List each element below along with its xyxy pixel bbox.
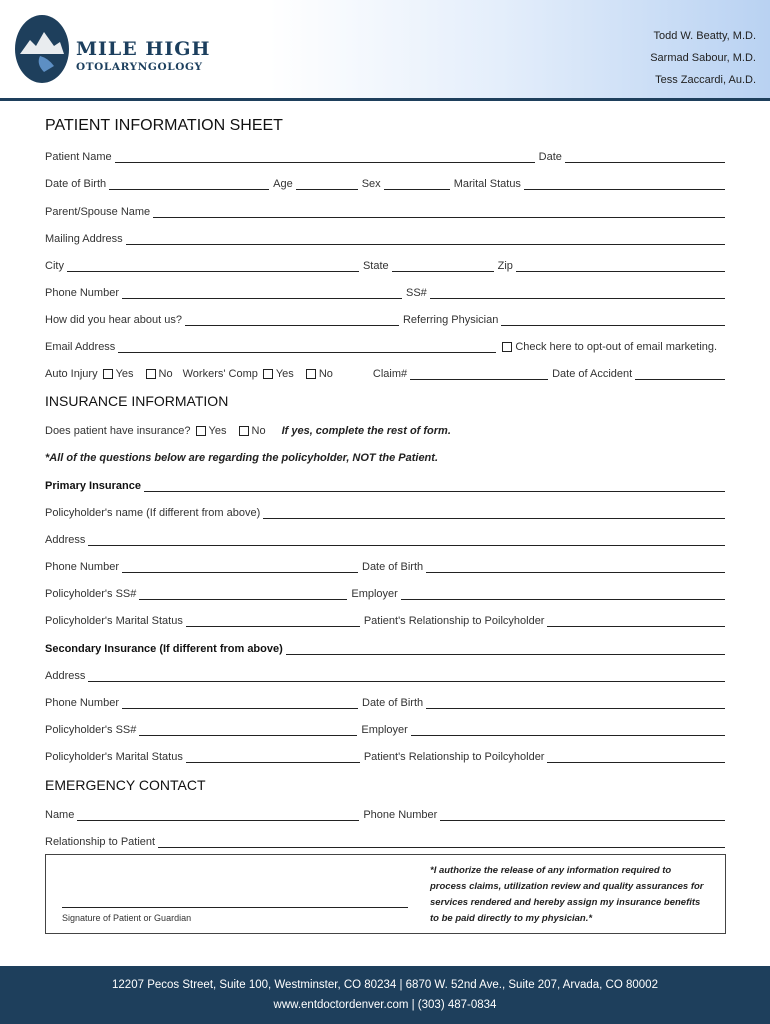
date-label: Date — [538, 151, 562, 163]
mailing-address-label: Mailing Address — [45, 233, 123, 245]
marital-status-label: Marital Status — [453, 178, 521, 190]
secondary-relationship-field[interactable] — [547, 751, 725, 763]
zip-label: Zip — [497, 260, 513, 272]
logo-subtitle: OTOLARYNGOLOGY — [76, 61, 203, 73]
row-primary-address — [45, 530, 725, 546]
primary-ssn-label: Policyholder's SS# — [45, 588, 137, 600]
signature-field[interactable] — [62, 907, 408, 908]
policyholder-note: *All of the questions below are regarding the policyholder, NOT the Patient. — [45, 452, 438, 464]
email-label: Email Address — [45, 341, 116, 353]
row-primary-ssn — [45, 584, 725, 600]
signature-box — [45, 854, 726, 934]
row-dob — [45, 174, 725, 190]
header-divider — [0, 98, 770, 101]
has-insurance-no-label: No — [251, 425, 266, 437]
mountain-head-logo-icon — [14, 14, 70, 84]
row-primary-phone — [45, 557, 725, 573]
row-phone — [45, 283, 725, 299]
parent-spouse-field[interactable] — [153, 206, 725, 218]
doctor-name: Sarmad Sabour, M.D. — [650, 52, 756, 64]
has-insurance-label: Does patient have insurance? — [45, 425, 191, 437]
insurance-section-title: INSURANCE INFORMATION — [45, 393, 229, 409]
primary-relationship-field[interactable] — [547, 615, 725, 627]
auto-injury-yes-label: Yes — [115, 368, 134, 380]
primary-insurance-field[interactable] — [144, 480, 725, 492]
ssn-field[interactable] — [430, 287, 725, 299]
primary-ssn-field[interactable] — [139, 588, 347, 600]
workers-comp-no-label: No — [318, 368, 333, 380]
phone-field[interactable] — [122, 287, 402, 299]
primary-employer-field[interactable] — [401, 588, 725, 600]
ssn-label: SS# — [406, 287, 427, 299]
primary-phone-field[interactable] — [122, 561, 358, 573]
row-email — [45, 337, 725, 353]
primary-policyholder-name-field[interactable] — [263, 507, 725, 519]
patient-section-title: PATIENT INFORMATION SHEET — [45, 117, 283, 134]
secondary-address-label: Address — [45, 670, 86, 682]
primary-dob-label: Date of Birth — [362, 561, 424, 573]
doctor-name: Todd W. Beatty, M.D. — [653, 30, 756, 42]
workers-comp-yes-checkbox[interactable] — [263, 369, 273, 379]
accident-date-label: Date of Accident — [552, 368, 633, 380]
secondary-dob-field[interactable] — [426, 697, 725, 709]
parent-spouse-label: Parent/Spouse Name — [45, 206, 151, 218]
auto-injury-label: Auto Injury — [45, 368, 98, 380]
primary-insurance-label: Primary Insurance — [45, 480, 141, 492]
claim-field[interactable] — [410, 368, 548, 380]
emergency-phone-label: Phone Number — [363, 809, 438, 821]
age-label: Age — [273, 178, 293, 190]
footer-addresses: 12207 Pecos Street, Suite 100, Westminster, CO 80234 | 6870 W. 52nd Ave., Suite 207, Arvada, CO 80002 — [112, 979, 658, 991]
state-field[interactable] — [392, 260, 494, 272]
emergency-relationship-label: Relationship to Patient — [45, 836, 156, 848]
mailing-address-field[interactable] — [126, 233, 725, 245]
secondary-dob-label: Date of Birth — [362, 697, 424, 709]
page-header — [0, 0, 770, 100]
signature-label: Signature of Patient or Guardian — [62, 913, 192, 923]
claim-label: Claim# — [372, 368, 408, 380]
phone-label: Phone Number — [45, 287, 119, 299]
date-field[interactable] — [565, 151, 725, 163]
if-yes-note: If yes, complete the rest of form. — [281, 425, 451, 437]
secondary-phone-field[interactable] — [122, 697, 358, 709]
state-label: State — [362, 260, 389, 272]
row-emergency-relationship — [45, 832, 725, 848]
dob-label: Date of Birth — [45, 178, 107, 190]
email-field[interactable] — [118, 341, 496, 353]
footer-contact: www.entdoctordenver.com | (303) 487-0834 — [273, 999, 497, 1011]
marital-status-field[interactable] — [524, 178, 725, 190]
has-insurance-no-checkbox[interactable] — [239, 426, 249, 436]
age-field[interactable] — [296, 178, 358, 190]
row-secondary-marital — [45, 747, 725, 763]
email-opt-out-label: Check here to opt-out of email marketing. — [515, 341, 718, 353]
heard-about-label: How did you hear about us? — [45, 314, 182, 326]
row-secondary-phone — [45, 693, 725, 709]
zip-field[interactable] — [516, 260, 725, 272]
row-primary-marital — [45, 611, 725, 627]
auto-injury-no-label: No — [158, 368, 173, 380]
authorization-statement: *I authorize the release of any information required to process claims, utilization review and quality assurances for services rendered and hereby assign my insurance benefits to be paid directly to my physician.* — [430, 865, 704, 924]
city-field[interactable] — [67, 260, 359, 272]
primary-address-label: Address — [45, 534, 86, 546]
primary-marital-field[interactable] — [186, 615, 360, 627]
patient-name-field[interactable] — [115, 151, 535, 163]
row-heard-about — [45, 310, 725, 326]
referring-physician-label: Referring Physician — [402, 314, 499, 326]
email-opt-out-checkbox[interactable] — [502, 342, 512, 352]
page-footer — [0, 966, 770, 1024]
city-label: City — [45, 260, 64, 272]
secondary-marital-field[interactable] — [186, 751, 360, 763]
row-city — [45, 256, 725, 272]
emergency-section-title: EMERGENCY CONTACT — [45, 777, 206, 793]
row-emergency-name — [45, 805, 725, 821]
row-secondary-address — [45, 666, 725, 682]
row-secondary-insurance — [45, 639, 725, 655]
heard-about-field[interactable] — [185, 314, 399, 326]
secondary-employer-label: Employer — [361, 724, 408, 736]
row-auto-injury — [45, 364, 725, 380]
workers-comp-label: Workers' Comp — [182, 368, 258, 380]
row-has-insurance — [45, 421, 725, 437]
primary-phone-label: Phone Number — [45, 561, 119, 573]
sex-field[interactable] — [384, 178, 450, 190]
primary-policyholder-name-label: Policyholder's name (If different from above) — [45, 507, 261, 519]
logo-name: MILE HIGH — [76, 38, 211, 60]
row-policyholder-note — [45, 448, 725, 464]
patient-name-label: Patient Name — [45, 151, 112, 163]
row-primary-insurance — [45, 476, 725, 492]
referring-physician-field[interactable] — [501, 314, 725, 326]
auto-injury-no-checkbox[interactable] — [146, 369, 156, 379]
doctor-list — [650, 25, 756, 91]
row-patient-name — [45, 147, 725, 163]
accident-date-field[interactable] — [635, 368, 725, 380]
secondary-insurance-label: Secondary Insurance (If different from above) — [45, 643, 283, 655]
secondary-ssn-label: Policyholder's SS# — [45, 724, 137, 736]
row-secondary-ssn — [45, 720, 725, 736]
dob-field[interactable] — [109, 178, 269, 190]
primary-dob-field[interactable] — [426, 561, 725, 573]
auto-injury-yes-checkbox[interactable] — [103, 369, 113, 379]
secondary-address-field[interactable] — [88, 670, 725, 682]
primary-address-field[interactable] — [88, 534, 725, 546]
row-mailing-address — [45, 229, 725, 245]
primary-relationship-label: Patient's Relationship to Poilcyholder — [363, 615, 545, 627]
primary-employer-label: Employer — [351, 588, 398, 600]
emergency-name-field[interactable] — [77, 809, 359, 821]
emergency-phone-field[interactable] — [440, 809, 725, 821]
secondary-ssn-field[interactable] — [139, 724, 357, 736]
emergency-name-label: Name — [45, 809, 75, 821]
has-insurance-yes-label: Yes — [208, 425, 227, 437]
workers-comp-no-checkbox[interactable] — [306, 369, 316, 379]
secondary-marital-label: Policyholder's Marital Status — [45, 751, 183, 763]
secondary-phone-label: Phone Number — [45, 697, 119, 709]
primary-marital-label: Policyholder's Marital Status — [45, 615, 183, 627]
sex-label: Sex — [361, 178, 381, 190]
emergency-relationship-field[interactable] — [158, 836, 725, 848]
secondary-relationship-label: Patient's Relationship to Poilcyholder — [363, 751, 545, 763]
doctor-name: Tess Zaccardi, Au.D. — [655, 74, 756, 86]
secondary-insurance-field[interactable] — [286, 643, 725, 655]
row-primary-policyholder-name — [45, 503, 725, 519]
workers-comp-yes-label: Yes — [275, 368, 294, 380]
row-parent-spouse — [45, 202, 725, 218]
has-insurance-yes-checkbox[interactable] — [196, 426, 206, 436]
secondary-employer-field[interactable] — [411, 724, 725, 736]
